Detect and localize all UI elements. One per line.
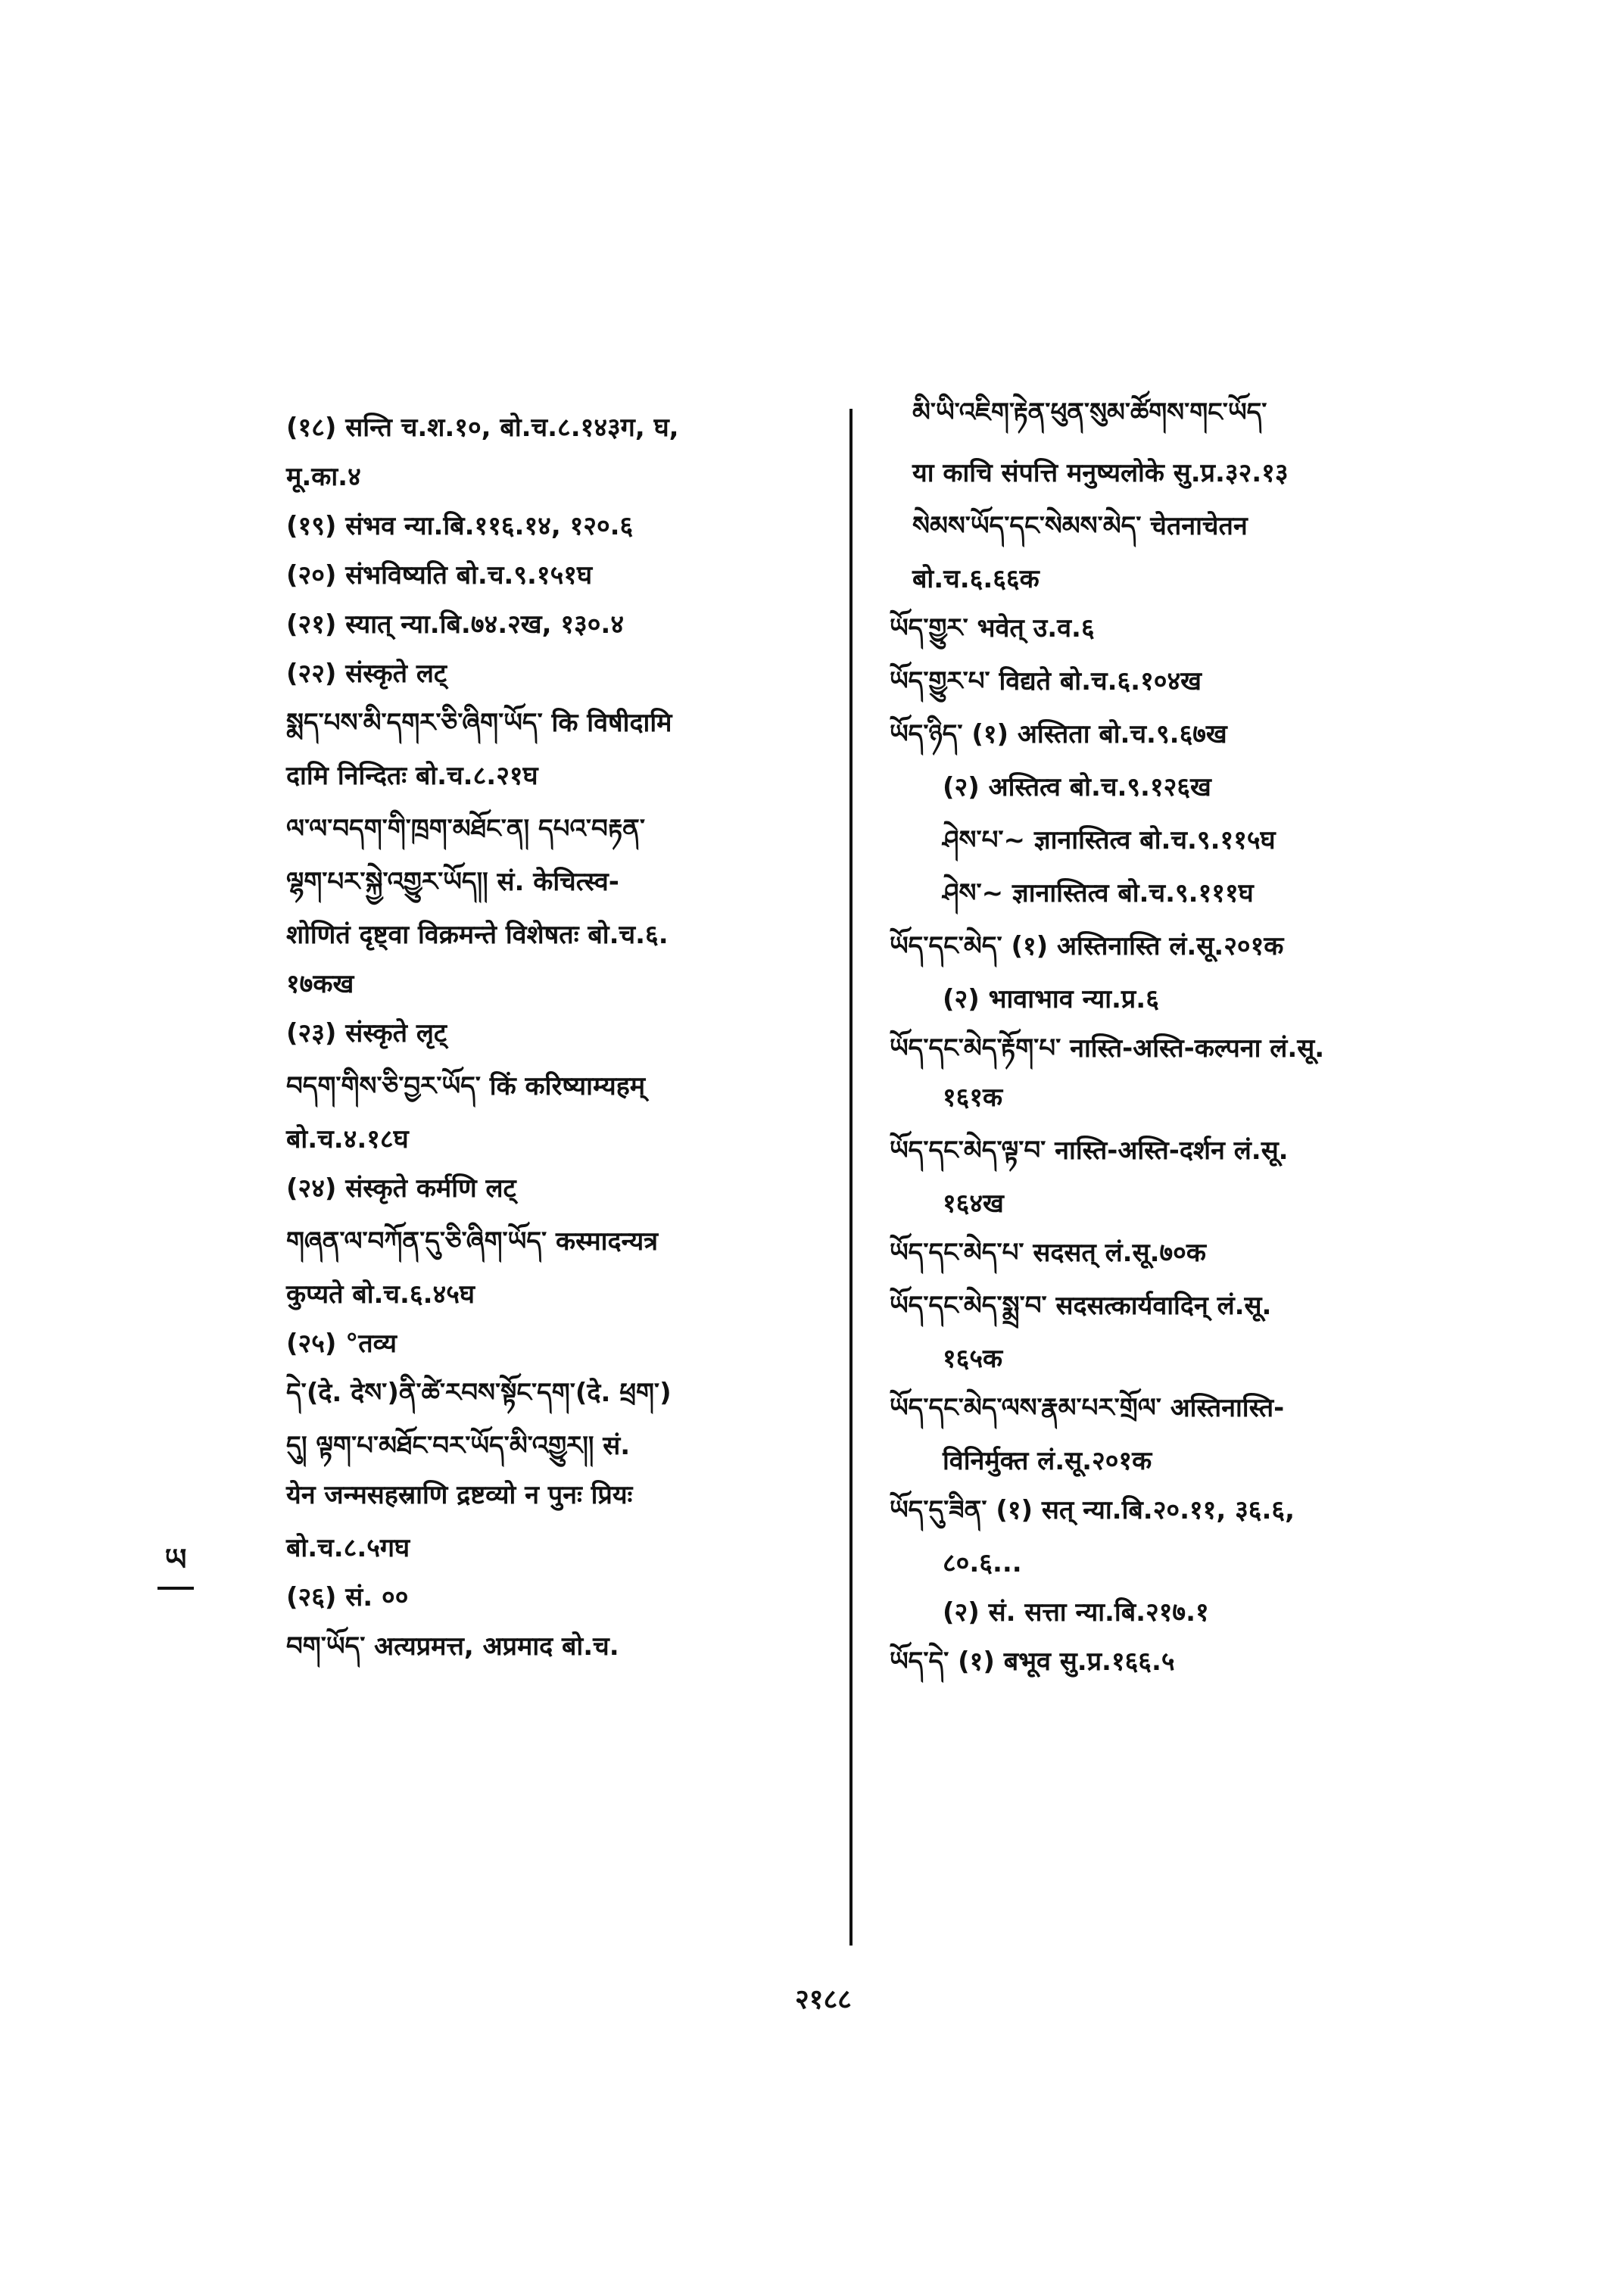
left-line: बो.च.८.५गघ: [286, 1533, 410, 1563]
right-line: མི་ཡི་འཇིག་རྟེན་ཕུན་སུམ་ཚོགས་གང་ཡོད་: [912, 397, 1267, 428]
right-line: ཡོད་དང་མེད་པ་ सदसत् लं.सू.७०क: [890, 1238, 1206, 1268]
right-line: (२) सं. सत्ता न्या.बि.२१७.१: [943, 1597, 1209, 1628]
left-line: བདག་གིས་ཅི་བྱར་ཡོད་ किं करिष्याम्यहम्: [286, 1071, 646, 1101]
right-line: ८०.६...: [943, 1548, 1022, 1578]
right-line: ཡོད་གྱུར་ भवेत् उ.व.६: [890, 613, 1095, 643]
left-line: शोणितं दृष्ट्वा विक्रमन्ते विशेषतः बो.च.६.: [286, 920, 669, 950]
right-line: ཡོད་དང་མེད་སྨྲ་བ་ सदसत्कार्यवादिन् लं.सू.: [890, 1291, 1272, 1321]
left-line: (२४) संस्कृते कर्मणि लट्: [286, 1173, 516, 1204]
left-line: བག་ཡོད་ अत्यप्रमत्त, अप्रमाद बो.च.: [286, 1631, 619, 1662]
left-line: (२२) संस्कृते लट्: [286, 659, 447, 689]
left-line: སྨད་པས་མི་དགར་ཅི་ཞིག་ཡོད་ कि विषीदामि: [286, 708, 672, 738]
left-line: मू.का.४: [286, 462, 361, 492]
right-line: ཡོད་གྱུར་པ་ विद्यते बो.च.६.१०४ख: [890, 666, 1202, 696]
left-line: (१८) सन्ति च.श.१०, बो.च.८.१४३ग, घ,: [286, 413, 679, 443]
left-line: (२१) स्यात् न्या.बि.७४.२ख, १३०.४: [286, 609, 625, 640]
right-line: སེམས་ཡོད་དང་སེམས་མེད་ चेतनाचेतन: [912, 511, 1248, 541]
right-line: ཡོད་དང་མེད་ (१) अस्तिनास्ति लं.सू.२०१क: [890, 931, 1284, 961]
right-line: ཤེས་~ ज्ञानास्तित्व बो.च.९.१११घ: [943, 878, 1254, 908]
right-line: ཡོད་དེ་ (१) बभूव सु.प्र.१६६.५: [890, 1647, 1175, 1677]
left-line: གཞན་ལ་བཀོན་དུ་ཅི་ཞིག་ཡོད་ कस्मादन्यत्र: [286, 1226, 659, 1257]
left-line: དེ་(दे. देས་)ནི་ཚེ་རབས་སྟོང་དག་(दे. ཕྲག་): [286, 1378, 672, 1408]
right-line: (२) अस्तित्व बो.च.९.१२६ख: [943, 772, 1211, 802]
right-line: ཡོད་ཉིད་ (१) अस्तिता बो.च.९.६७ख: [890, 719, 1227, 749]
left-line: (२३) संस्कृते लृट्: [286, 1018, 447, 1048]
left-line: कुप्यते बो.च.६.४५घ: [286, 1279, 475, 1310]
column-divider: [849, 409, 853, 1946]
right-line: १६१क: [943, 1083, 1003, 1113]
left-line: येन जन्मसहस्राणि द्रष्टव्यो न पुनः प्रियः: [286, 1480, 633, 1510]
left-line: १७कख: [286, 969, 354, 999]
left-line: ལྷག་པར་སྐྱེ་འགྱུར་ཡོད།། सं. केचित्स्व-: [286, 867, 619, 897]
left-line: ལ་ལ་བདག་གི་ཁྲག་མཐོང་ན། དཔའ་བརྟན་: [286, 814, 645, 844]
left-line: དུ། ལྟག་པ་མཐོང་བར་ཡོད་མི་འགྱུར།། सं.: [286, 1431, 631, 1461]
right-line: १६४ख: [943, 1189, 1004, 1219]
left-line: बो.च.४.१८घ: [286, 1124, 409, 1154]
right-line: ཡོད་དུ་ཟིན་ (१) सत् न्या.बि.२०.११, ३६.६,: [890, 1495, 1295, 1525]
right-line: ཤེས་པ་~ ज्ञानास्तित्व बो.च.९.११५घ: [943, 825, 1276, 855]
right-line: ཡོད་དང་མེད་ལྟ་བ་ नास्ति-अस्ति-दर्शन लं.सू.: [890, 1136, 1289, 1166]
left-line: (२५) °तव्य: [286, 1329, 397, 1359]
left-line: (१९) संभव न्या.बि.११६.१४, १२०.६: [286, 511, 634, 541]
page-number: २१८८: [795, 1984, 852, 2015]
margin-section-mark: ཡ: [154, 1543, 197, 1590]
right-line: विनिर्मुक्त लं.सू.२०१क: [943, 1446, 1152, 1476]
left-line: दामि निन्दितः बो.च.८.२१घ: [286, 761, 538, 791]
right-line: ཡོད་དང་མེད་ལས་རྣམ་པར་གྲོལ་ अस्तिनास्ति-: [890, 1393, 1285, 1423]
right-line: या काचि संपत्ति मनुष्यलोके सु.प्र.३२.१३: [912, 458, 1289, 488]
left-line: (२६) सं. ००: [286, 1582, 409, 1612]
right-line: (२) भावाभाव न्या.प्र.६: [943, 984, 1159, 1014]
right-line: बो.च.६.६६क: [912, 564, 1040, 594]
left-line: (२०) संभविष्यति बो.च.९.१५१घ: [286, 560, 593, 590]
right-line: ཡོད་དང་མེད་རྟོག་པ་ नास्ति-अस्ति-कल्पना लं.सू.: [890, 1033, 1325, 1064]
right-line: १६५क: [943, 1344, 1003, 1374]
